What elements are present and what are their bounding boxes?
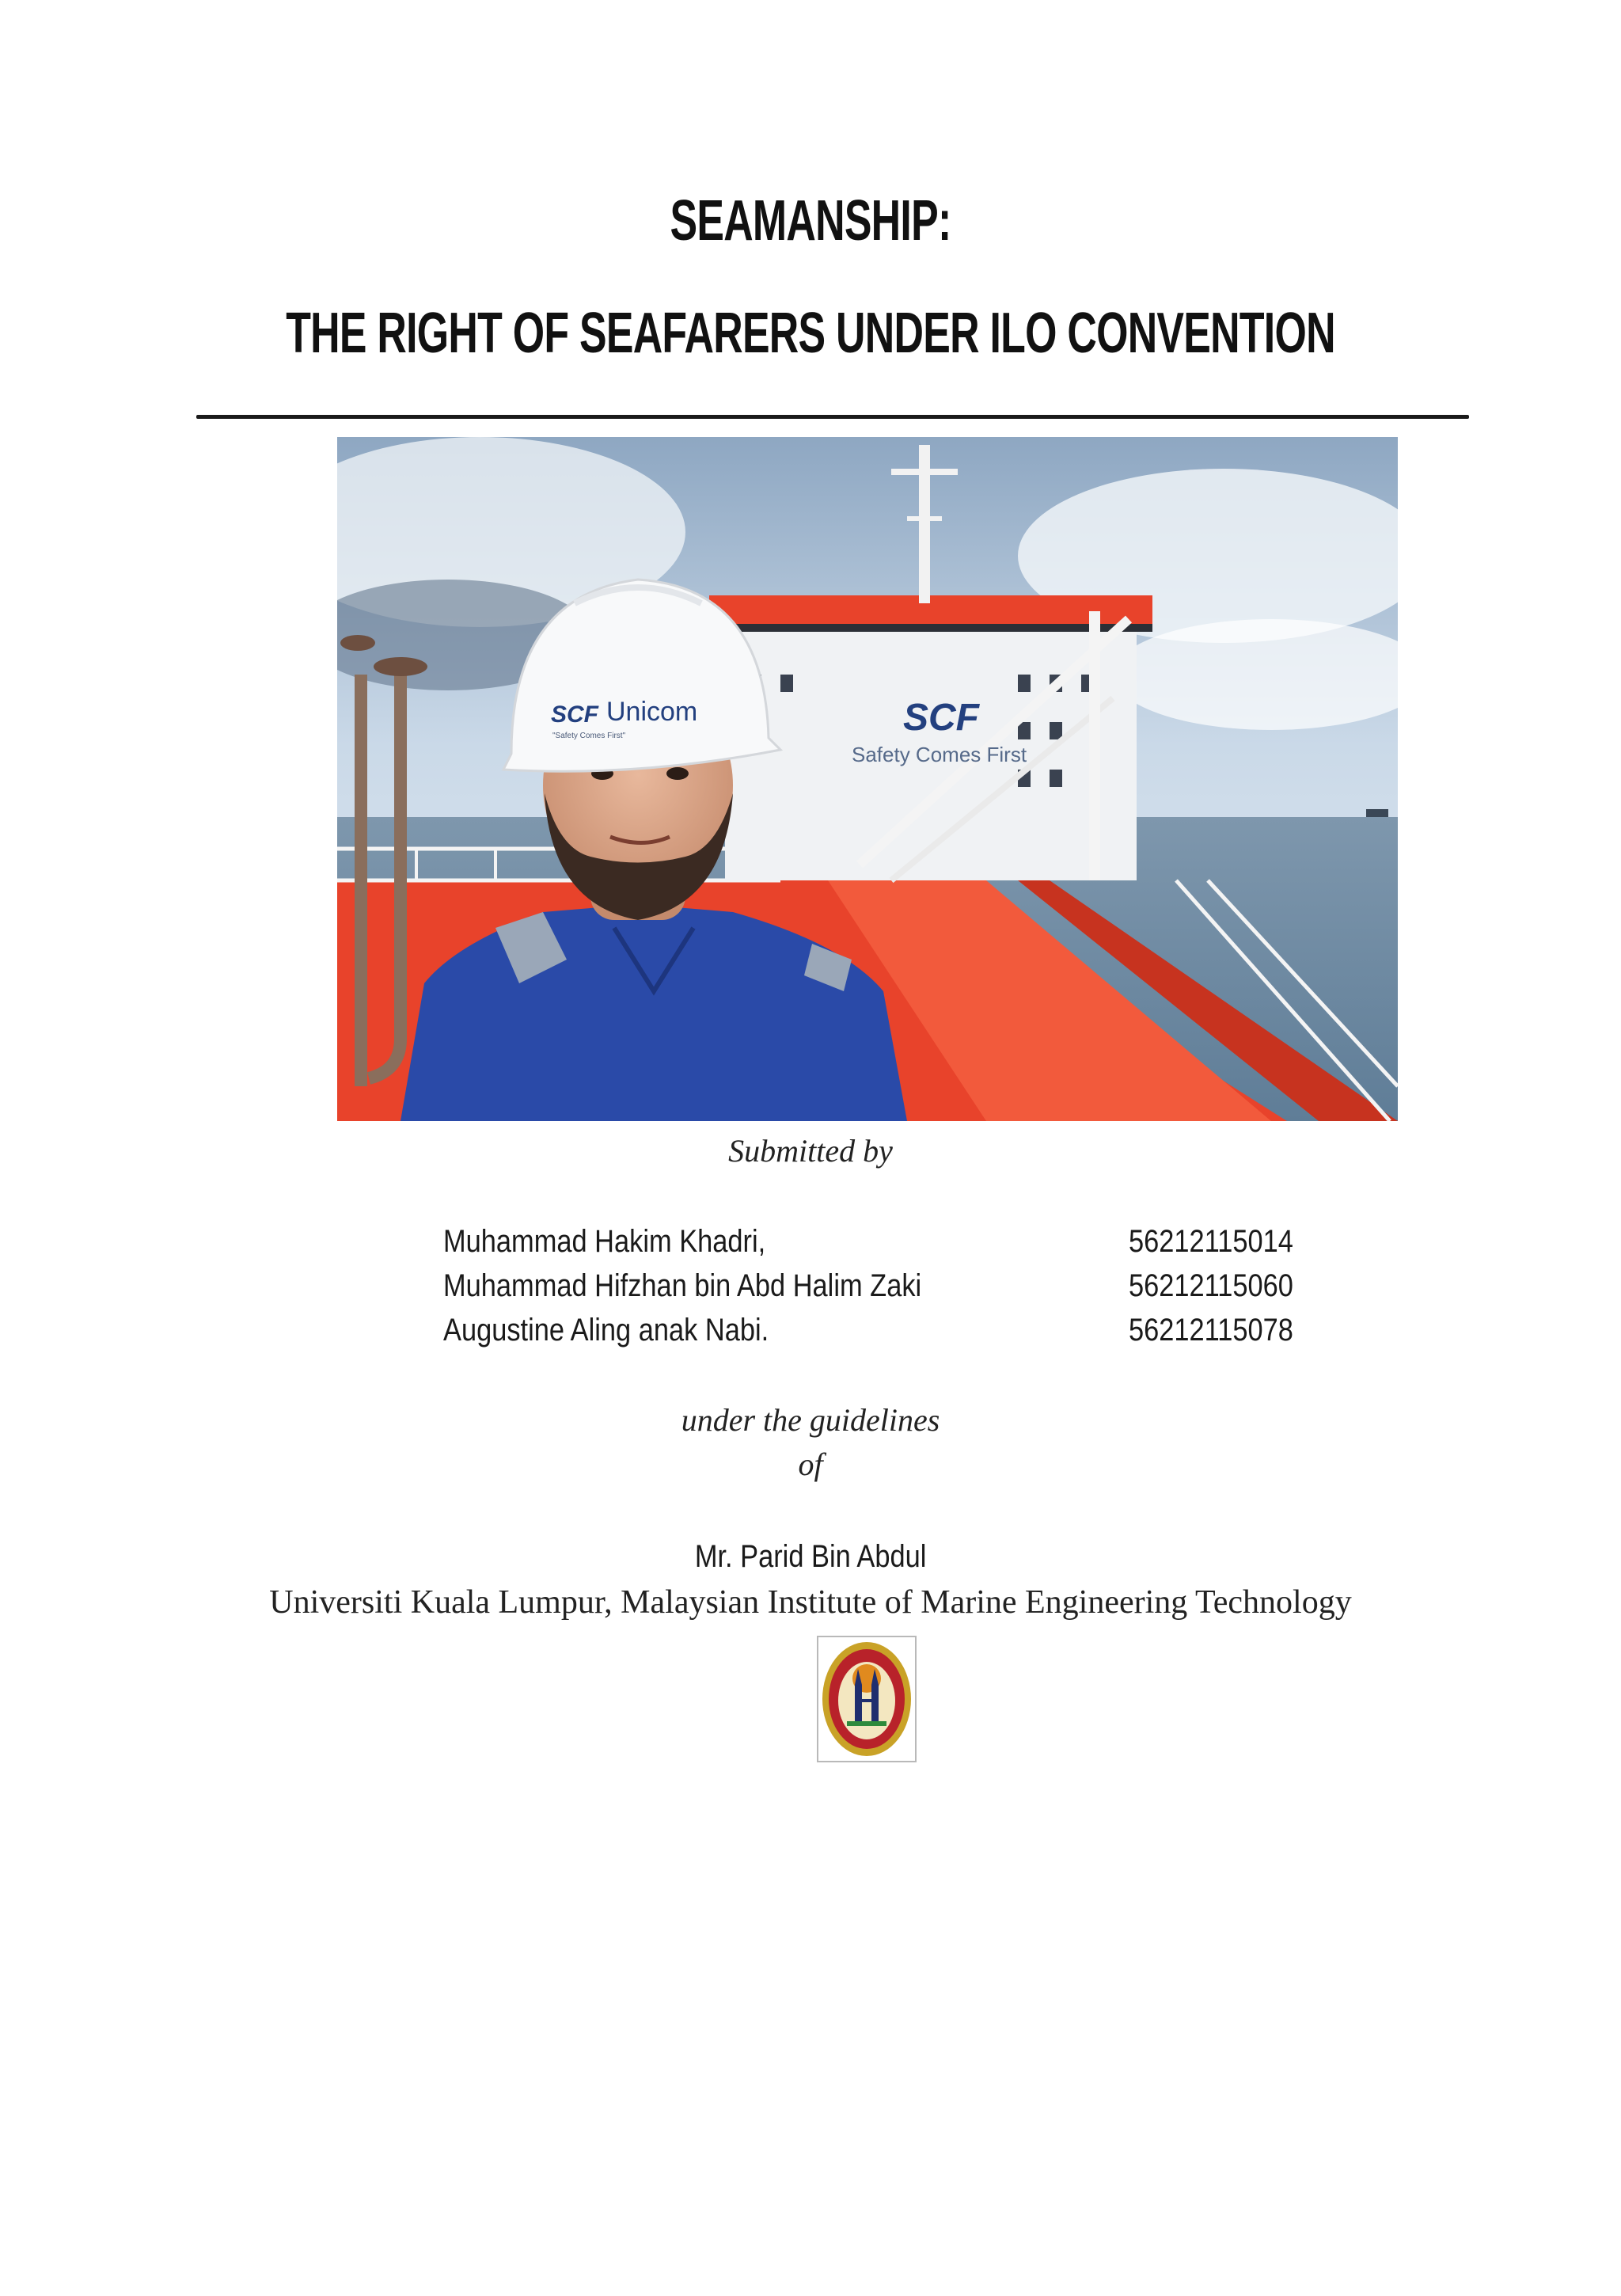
cover-photo [337,437,1398,1121]
guidelines-label: under the guidelines [681,1402,940,1438]
supervisor-name: Mr. Parid Bin Abdul [694,1539,927,1574]
institution-name: Universiti Kuala Lumpur, Malaysian Institute of Marine Engineering Technology [269,1584,1352,1621]
helmet-brand-text: SCF [551,701,598,728]
member-name: Muhammad Hakim Khadri, [443,1224,766,1259]
member-row [0,1313,1621,1357]
member-row [0,1268,1621,1313]
title-line-1: SEAMANSHIP: [670,189,951,253]
member-name: Muhammad Hifzhan bin Abd Halim Zaki [443,1268,922,1303]
member-id: 56212115060 [1129,1268,1293,1303]
member-id: 56212115014 [1129,1224,1293,1259]
ship-slogan-text: Safety Comes First [852,743,1027,766]
guidelines-of-label: of [798,1446,823,1482]
submitted-by-label: Submitted by [728,1133,893,1169]
seafarer-photo-illustration [337,437,1398,1121]
university-crest-icon [818,1637,915,1761]
helmet-slogan-text: "Safety Comes First" [552,732,626,740]
title-line-2: THE RIGHT OF SEAFARERS UNDER ILO CONVENTION [286,302,1335,365]
member-id: 56212115078 [1129,1313,1293,1348]
helmet-unicom-text: Unicom [606,697,698,727]
title-divider [196,415,1469,419]
ship-logo-text: SCF [903,697,979,739]
university-logo [817,1636,917,1762]
member-name: Augustine Aling anak Nabi. [443,1313,769,1348]
member-row [0,1224,1621,1268]
